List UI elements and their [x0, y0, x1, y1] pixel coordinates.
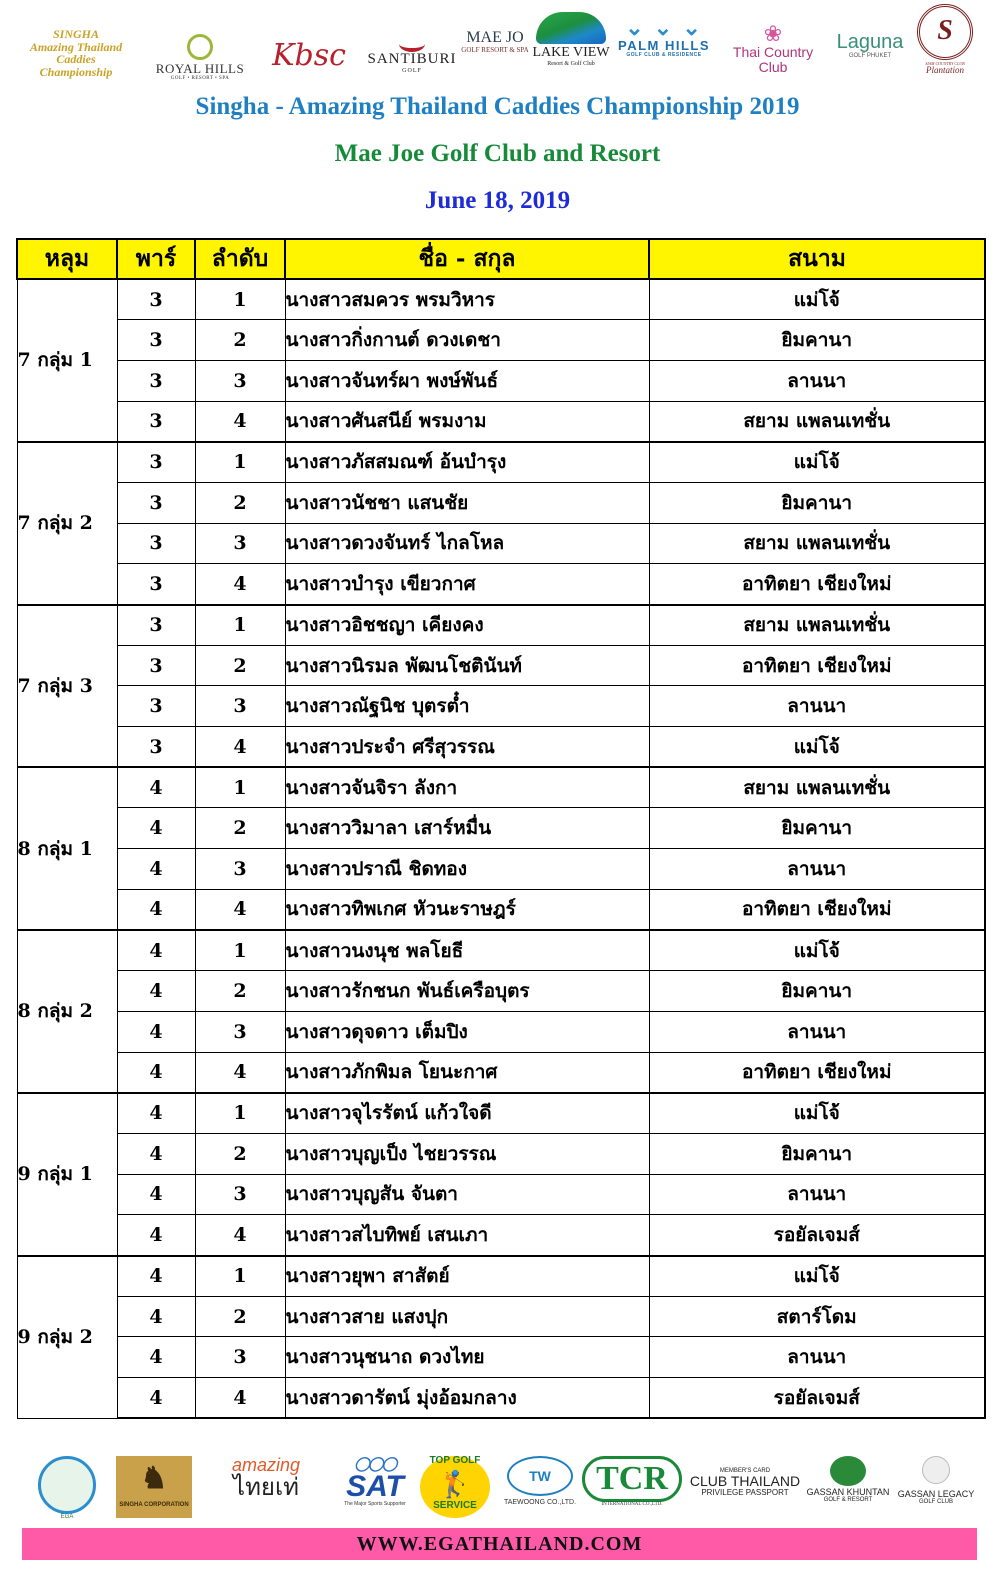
course-cell: ลานนา [649, 1011, 985, 1052]
name-cell: นางสาวประจำ ศรีสุวรรณ [285, 727, 649, 768]
par-cell: 3 [117, 482, 195, 523]
table-row [17, 1133, 985, 1174]
name-cell: นางสาวอิชชญา เคียงคง [285, 605, 649, 646]
course-cell: ลานนา [649, 849, 985, 890]
table-header-row [17, 239, 985, 279]
lotus-icon: ❀ [763, 21, 783, 46]
table-row [17, 1011, 985, 1052]
top-golf-service-logo: TOP GOLF 🏌 SERVICE [420, 1456, 490, 1518]
order-cell: 4 [195, 564, 285, 605]
siam-country-club-logo: S SIAM COUNTRY CLUB Plantation [912, 4, 978, 76]
name-cell: นางสาวบุญเป็ง ไชยวรรณ [285, 1133, 649, 1174]
name-cell: นางสาวดารัตน์ มุ่งอ้อมกลาง [285, 1378, 649, 1419]
name-cell: นางสาวบำรุง เขียวกาศ [285, 564, 649, 605]
name-cell: นางสาวทิพเกศ หัวนะราษฎร์ [285, 889, 649, 930]
course-cell: แม่โจ้ [649, 727, 985, 768]
course-cell: อาทิตยา เชียงใหม่ [649, 1052, 985, 1093]
table-row [17, 767, 985, 808]
par-cell: 3 [117, 727, 195, 768]
par-cell: 4 [117, 1296, 195, 1337]
order-cell: 4 [195, 889, 285, 930]
course-cell: อาทิตยา เชียงใหม่ [649, 889, 985, 930]
order-cell: 1 [195, 930, 285, 971]
hole-group-cell: 7 กลุ่ม 1 [17, 279, 117, 442]
gassan-legacy-logo: GASSAN LEGACY GOLF CLUB [890, 1456, 982, 1506]
course-cell: สตาร์โดม [649, 1296, 985, 1337]
par-cell: 3 [117, 605, 195, 646]
table-row [17, 320, 985, 361]
hole-group-cell: 7 กลุ่ม 2 [17, 442, 117, 605]
par-cell: 3 [117, 320, 195, 361]
ega-emblem-icon [38, 1456, 96, 1514]
par-cell: 3 [117, 360, 195, 401]
name-cell: นางสาวดวงจันทร์ ไกลโหล [285, 523, 649, 564]
par-cell: 4 [117, 1215, 195, 1256]
hole-group-cell: 8 กลุ่ม 2 [17, 930, 117, 1093]
course-cell: ยิมคานา [649, 1133, 985, 1174]
lion-icon: ♞ [140, 1462, 168, 1495]
header-name: ชื่อ - สกุล [285, 239, 649, 279]
par-cell: 4 [117, 1133, 195, 1174]
course-cell: ยิมคานา [649, 482, 985, 523]
order-cell: 3 [195, 1174, 285, 1215]
order-cell: 2 [195, 971, 285, 1012]
order-cell: 1 [195, 767, 285, 808]
table-row [17, 564, 985, 605]
order-cell: 4 [195, 1052, 285, 1093]
order-cell: 2 [195, 1133, 285, 1174]
par-cell: 4 [117, 889, 195, 930]
singha-corporation-logo: ♞ SINGHA CORPORATION [116, 1456, 192, 1518]
table-row [17, 442, 985, 483]
header-hole: หลุม [17, 239, 117, 279]
table-row [17, 605, 985, 646]
order-cell: 3 [195, 686, 285, 727]
royal-hills-emblem-icon [187, 34, 213, 60]
table-row [17, 645, 985, 686]
name-cell: นางสาวสมควร พรมวิหาร [285, 279, 649, 320]
hole-group-cell: 9 กลุ่ม 2 [17, 1256, 117, 1419]
table-row [17, 849, 985, 890]
name-cell: นางสาวสาย แสงปุก [285, 1296, 649, 1337]
footer-website-link[interactable]: WWW.EGATHAILAND.COM [22, 1528, 977, 1560]
order-cell: 2 [195, 1296, 285, 1337]
par-cell: 4 [117, 1052, 195, 1093]
mountain-lake-icon [536, 12, 606, 44]
table-row [17, 686, 985, 727]
event-title: Singha - Amazing Thailand Caddies Championship 2019 [195, 93, 800, 120]
course-cell: ยิมคานา [649, 808, 985, 849]
order-cell: 2 [195, 482, 285, 523]
par-cell: 4 [117, 808, 195, 849]
order-cell: 3 [195, 360, 285, 401]
hole-group-cell: 8 กลุ่ม 1 [17, 767, 117, 930]
course-cell: แม่โจ้ [649, 1256, 985, 1297]
par-cell: 3 [117, 442, 195, 483]
tcr-logo: TCR INTERNATIONAL CO.,LTD. [582, 1456, 682, 1507]
name-cell: นางสาวนงนุช พลโยธี [285, 930, 649, 971]
table-row [17, 889, 985, 930]
name-cell: นางสาวสไบทิพย์ เสนเภา [285, 1215, 649, 1256]
table-row [17, 401, 985, 442]
name-cell: นางสาวนุชนาถ ดวงไทย [285, 1337, 649, 1378]
order-cell: 1 [195, 1093, 285, 1134]
table-row [17, 808, 985, 849]
course-cell: อาทิตยา เชียงใหม่ [649, 564, 985, 605]
name-cell: นางสาวจันทร์ผา พงษ์พันธ์ [285, 360, 649, 401]
header-course: สนาม [649, 239, 985, 279]
name-cell: นางสาวบุญสัน จันตา [285, 1174, 649, 1215]
course-cell: ยิมคานา [649, 971, 985, 1012]
table-row [17, 1215, 985, 1256]
table-row [17, 930, 985, 971]
par-cell: 3 [117, 279, 195, 320]
par-cell: 3 [117, 564, 195, 605]
order-cell: 4 [195, 1378, 285, 1419]
name-cell: นางสาววิมาลา เสาร์หมื่น [285, 808, 649, 849]
laguna-logo: Laguna GOLF PHUKET [836, 31, 904, 59]
order-cell: 2 [195, 320, 285, 361]
name-cell: นางสาวศันสนีย์ พรมงาม [285, 401, 649, 442]
order-cell: 1 [195, 279, 285, 320]
course-cell: สยาม แพลนเทชั่น [649, 767, 985, 808]
royal-hills-logo: ROYAL HILLS GOLF • RESORT • SPA [150, 34, 250, 81]
name-cell: นางสาวภัสสมณฑ์ อ้นบำรุง [285, 442, 649, 483]
par-cell: 4 [117, 849, 195, 890]
name-cell: นางสาวปราณี ชิดทอง [285, 849, 649, 890]
name-cell: นางสาวกิ่งกานต์ ดวงเดชา [285, 320, 649, 361]
venue-title: Mae Joe Golf Club and Resort [334, 140, 661, 167]
pairing-table [16, 238, 986, 1419]
kbsc-logo: Kbsc [272, 38, 346, 73]
name-cell: นางสาวจุไรรัตน์ แก้วใจดี [285, 1093, 649, 1134]
taewoong-logo: TW TAEWOONG CO.,LTD. [492, 1456, 588, 1506]
thai-country-club-logo: ❀ Thai Country Club [718, 22, 828, 74]
par-cell: 4 [117, 1011, 195, 1052]
par-cell: 4 [117, 1256, 195, 1297]
par-cell: 4 [117, 930, 195, 971]
event-date: June 18, 2019 [424, 187, 571, 214]
table-row [17, 1256, 985, 1297]
table-row [17, 727, 985, 768]
order-cell: 4 [195, 727, 285, 768]
par-cell: 4 [117, 767, 195, 808]
par-cell: 4 [117, 1093, 195, 1134]
hole-group-cell: 7 กลุ่ม 3 [17, 605, 117, 768]
santiburi-swoosh-icon [399, 36, 425, 52]
lake-view-logo: LAKE VIEW Resort & Golf Club [525, 12, 617, 67]
name-cell: นางสาวณัฐนิช บุตรต๋ำ [285, 686, 649, 727]
course-cell: รอยัลเจมส์ [649, 1215, 985, 1256]
par-cell: 3 [117, 686, 195, 727]
order-cell: 2 [195, 808, 285, 849]
siam-seal-icon: S [917, 4, 973, 60]
ega-logo: EGA [22, 1456, 112, 1520]
singha-championship-logo: SINGHA Amazing Thailand Caddies Championship [29, 27, 123, 79]
course-cell: สยาม แพลนเทชั่น [649, 523, 985, 564]
name-cell: นางสาวจันจิรา ลังกา [285, 767, 649, 808]
hole-group-cell: 9 กลุ่ม 1 [17, 1093, 117, 1256]
order-cell: 2 [195, 645, 285, 686]
santiburi-logo: SANTIBURI GOLF [357, 36, 467, 74]
table-row [17, 482, 985, 523]
par-cell: 3 [117, 523, 195, 564]
course-cell: ยิมคานา [649, 320, 985, 361]
table-row [17, 1296, 985, 1337]
course-cell: ลานนา [649, 360, 985, 401]
par-cell: 4 [117, 1174, 195, 1215]
course-cell: ลานนา [649, 1174, 985, 1215]
rings-icon: ◯◯◯ [354, 1455, 396, 1471]
table-row [17, 1378, 985, 1419]
golfer-icon: 🏌 [438, 1468, 472, 1499]
top-sponsor-logos [22, 4, 977, 86]
bottom-sponsor-logos [22, 1452, 977, 1524]
sat-logo: ◯◯◯ SAT The Major Sports Supporter [332, 1456, 418, 1507]
header-order: ลำดับ [195, 239, 285, 279]
order-cell: 3 [195, 1011, 285, 1052]
amazing-thailand-logo: amazing ไทยเท่ [231, 1455, 301, 1501]
course-cell: สยาม แพลนเทชั่น [649, 401, 985, 442]
gassan-emblem-icon [830, 1456, 866, 1486]
par-cell: 4 [117, 1337, 195, 1378]
golf-ball-icon [922, 1456, 950, 1484]
table-row [17, 1093, 985, 1134]
course-cell: สยาม แพลนเทชั่น [649, 605, 985, 646]
course-cell: รอยัลเจมส์ [649, 1378, 985, 1419]
table-row [17, 279, 985, 320]
order-cell: 3 [195, 849, 285, 890]
table-row [17, 1337, 985, 1378]
birds-icon: ⌄ ⌄ ⌄ [625, 15, 703, 40]
order-cell: 3 [195, 523, 285, 564]
par-cell: 4 [117, 971, 195, 1012]
course-cell: อาทิตยา เชียงใหม่ [649, 645, 985, 686]
name-cell: นางสาวนัชชา แสนชัย [285, 482, 649, 523]
name-cell: นางสาวนิรมล พัฒนโชตินันท์ [285, 645, 649, 686]
table-row [17, 523, 985, 564]
name-cell: นางสาวภักพิมล โยนะกาศ [285, 1052, 649, 1093]
header-par: พาร์ [117, 239, 195, 279]
par-cell: 4 [117, 1378, 195, 1419]
mae-jo-logo: MAE JO GOLF RESORT & SPA [461, 29, 529, 54]
name-cell: นางสาวยุพา สาสัตย์ [285, 1256, 649, 1297]
course-cell: แม่โจ้ [649, 442, 985, 483]
table-row [17, 971, 985, 1012]
order-cell: 4 [195, 401, 285, 442]
palm-hills-logo: ⌄ ⌄ ⌄ PALM HILLS GOLF CLUB & RESIDENCE [614, 16, 714, 58]
course-cell: แม่โจ้ [649, 930, 985, 971]
course-cell: แม่โจ้ [649, 279, 985, 320]
course-cell: แม่โจ้ [649, 1093, 985, 1134]
name-cell: นางสาวดุจดาว เต็มปิง [285, 1011, 649, 1052]
gassan-khuntan-logo: GASSAN KHUNTAN GOLF & RESORT [802, 1456, 894, 1504]
table-row [17, 360, 985, 401]
par-cell: 3 [117, 645, 195, 686]
name-cell: นางสาวรักชนก พันธ์เครือบุตร [285, 971, 649, 1012]
par-cell: 3 [117, 401, 195, 442]
course-cell: ลานนา [649, 1337, 985, 1378]
order-cell: 1 [195, 442, 285, 483]
order-cell: 3 [195, 1337, 285, 1378]
table-row [17, 1174, 985, 1215]
order-cell: 4 [195, 1215, 285, 1256]
order-cell: 1 [195, 605, 285, 646]
order-cell: 1 [195, 1256, 285, 1297]
table-row [17, 1052, 985, 1093]
club-thailand-logo: MEMBER'S CARD CLUB THAILAND PRIVILEGE PASSPORT [689, 1468, 801, 1497]
course-cell: ลานนา [649, 686, 985, 727]
